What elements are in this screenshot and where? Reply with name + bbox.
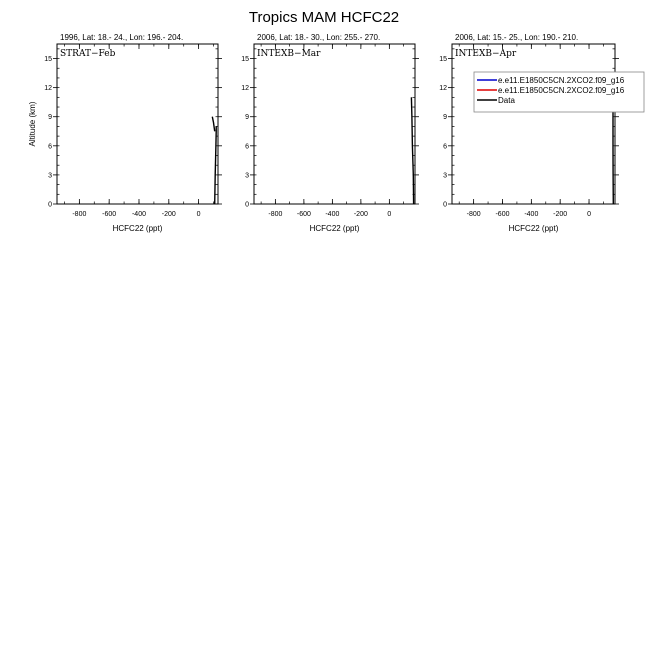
y-tick-label: 6 xyxy=(245,143,249,151)
y-tick-label: 12 xyxy=(44,85,52,93)
y-tick-label: 6 xyxy=(443,143,447,151)
legend-label: e.e11.E1850C5CN.2XCO2.f09_g16 xyxy=(498,86,625,95)
y-tick-label: 15 xyxy=(439,56,447,64)
y-tick-label: 0 xyxy=(245,201,249,209)
y-tick-label: 15 xyxy=(44,56,52,64)
y-tick-label: 12 xyxy=(439,85,447,93)
plot-frame xyxy=(57,44,218,204)
x-tick-label: -800 xyxy=(72,211,87,218)
y-tick-label: 3 xyxy=(48,172,52,180)
plot-frame xyxy=(452,44,615,204)
x-tick-label: -600 xyxy=(495,211,510,218)
panel-tag: STRAT−Feb xyxy=(60,49,116,59)
series-line-1 xyxy=(411,97,413,204)
x-tick-label: -800 xyxy=(268,211,283,218)
series-line-2 xyxy=(212,117,214,132)
x-tick-label: 0 xyxy=(587,211,591,218)
series-line-1 xyxy=(215,126,217,204)
x-tick-label: -600 xyxy=(102,211,117,218)
chart-panel-1 xyxy=(28,33,222,233)
panel-subtitle: 2006, Lat: 18.- 30., Lon: 255.- 270. xyxy=(257,33,381,42)
x-tick-label: -800 xyxy=(466,211,481,218)
x-tick-label: -200 xyxy=(553,211,568,218)
x-tick-label: 0 xyxy=(196,211,201,218)
y-tick-label: 3 xyxy=(443,172,447,180)
x-tick-label: -200 xyxy=(353,211,368,218)
figure-title: Tropics MAM HCFC22 xyxy=(248,9,400,26)
y-tick-label: 9 xyxy=(245,114,249,122)
x-tick-label: -400 xyxy=(325,211,340,218)
legend-label: e.e11.E1850C5CN.2XCO2.f09_g16 xyxy=(498,76,625,85)
x-axis-title: HCFC22 (ppt) xyxy=(508,224,559,233)
panel-tag: INTEXB−Apr xyxy=(455,49,517,59)
y-tick-label: 9 xyxy=(48,114,52,122)
x-tick-label: 0 xyxy=(387,211,392,218)
chart-panel-3 xyxy=(439,33,644,233)
y-tick-label: 6 xyxy=(48,143,52,151)
y-axis-title: Altitude (km) xyxy=(28,101,37,147)
panel-tag: INTEXB−Mar xyxy=(257,49,321,59)
y-tick-label: 3 xyxy=(245,172,249,180)
x-axis-title: HCFC22 (ppt) xyxy=(309,224,360,233)
y-tick-label: 12 xyxy=(241,85,249,93)
y-tick-label: 15 xyxy=(241,56,249,64)
y-tick-label: 0 xyxy=(443,201,447,209)
legend-label: Data xyxy=(498,96,515,105)
x-tick-label: -400 xyxy=(131,211,146,218)
chart-panel-2 xyxy=(241,33,419,233)
plot-frame xyxy=(254,44,415,204)
y-tick-label: 9 xyxy=(443,114,447,122)
x-axis-title: HCFC22 (ppt) xyxy=(112,224,163,233)
x-tick-label: -600 xyxy=(296,211,311,218)
panel-subtitle: 2006, Lat: 15.- 25., Lon: 190.- 210. xyxy=(455,33,579,42)
x-tick-label: -400 xyxy=(524,211,539,218)
x-tick-label: -200 xyxy=(161,211,176,218)
legend xyxy=(474,72,644,112)
panel-subtitle: 1996, Lat: 18.- 24., Lon: 196.- 204. xyxy=(60,33,184,42)
y-tick-label: 0 xyxy=(48,201,52,209)
